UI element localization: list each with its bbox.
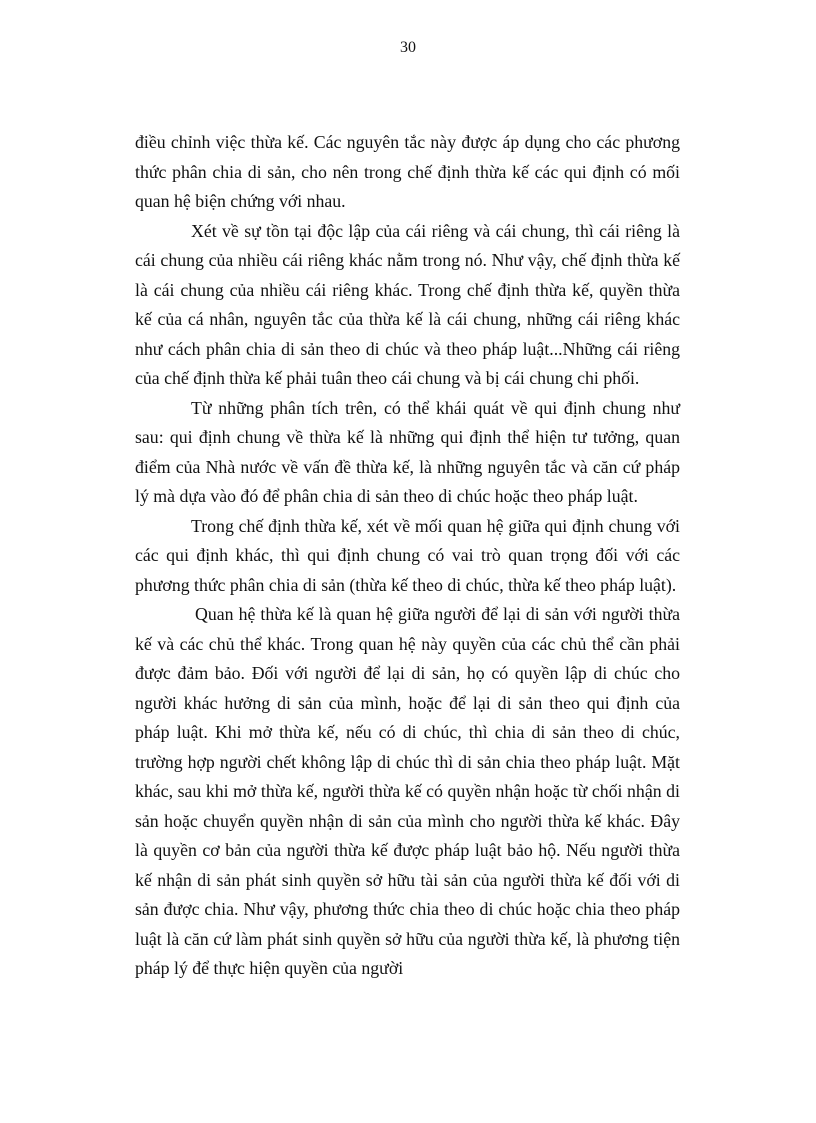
page-number: 30: [400, 39, 416, 56]
paragraph-2: Xét về sự tồn tại độc lập của cái riêng và cái chung, thì cái riêng là cái chung của nhiều cái riêng khác nằm trong nó. Như vậy, chế định thừa kế là cái chung của nhiều cái riêng khác. Trong chế định thừa kế, quyền thừa kế của cá nhân, nguyên tắc của thừa kế là cái chung, những cái riêng khác như cách phân chia di sản theo di chúc và theo pháp luật...Những cái riêng của chế định thừa kế phải tuân theo cái chung và bị cái chung chi phối.: [135, 220, 680, 388]
body-text: [135, 128, 680, 984]
paragraph-5: Quan hệ thừa kế là quan hệ giữa người để lại di sản với người thừa kế và các chủ thể khác. Trong quan hệ này quyền của các chủ thể cần phải được đảm bảo. Đối với người để lại di sản, họ có quyền lập di chúc cho người khác hưởng di sản của mình, hoặc để lại di sản theo qui định của pháp luật. Khi mở thừa kế, nếu có di chúc, thì chia di sản theo di chúc, trường hợp người chết không lập di chúc thì di sản chia theo pháp luật. Mặt khác, sau khi mở thừa kế, người thừa kế có quyền nhận hoặc từ chối nhận di sản hoặc chuyển quyền nhận di sản của mình cho người thừa kế khác. Đây là quyền cơ bản của người thừa kế được pháp luật bảo hộ. Nếu người thừa kế nhận di sản phát sinh quyền sở hữu tài sản của người thừa kế đối với di sản được chia. Như vậy, phương thức chia theo di chúc hoặc chia theo pháp luật là căn cứ làm phát sinh quyền sở hữu của người thừa kế, là phương tiện pháp lý để thực hiện quyền của người: [135, 604, 680, 978]
paragraph-1: điều chỉnh việc thừa kế. Các nguyên tắc này được áp dụng cho các phương thức phân chia di sản, cho nên trong chế định thừa kế các qui định có mối quan hệ biện chứng với nhau.: [135, 132, 680, 211]
paragraph-3: Từ những phân tích trên, có thể khái quát về qui định chung như sau: qui định chung về thừa kế là những qui định thể hiện tư tưởng, quan điểm của Nhà nước về vấn đề thừa kế, là những nguyên tắc và căn cứ pháp lý mà dựa vào đó để phân chia di sản theo di chúc hoặc theo pháp luật.: [135, 397, 680, 506]
paragraph-4: Trong chế định thừa kế, xét về mối quan hệ giữa qui định chung với các qui định khác, thì qui định chung có vai trò quan trọng đối với các phương thức phân chia di sản (thừa kế theo di chúc, thừa kế theo pháp luật).: [135, 515, 680, 595]
